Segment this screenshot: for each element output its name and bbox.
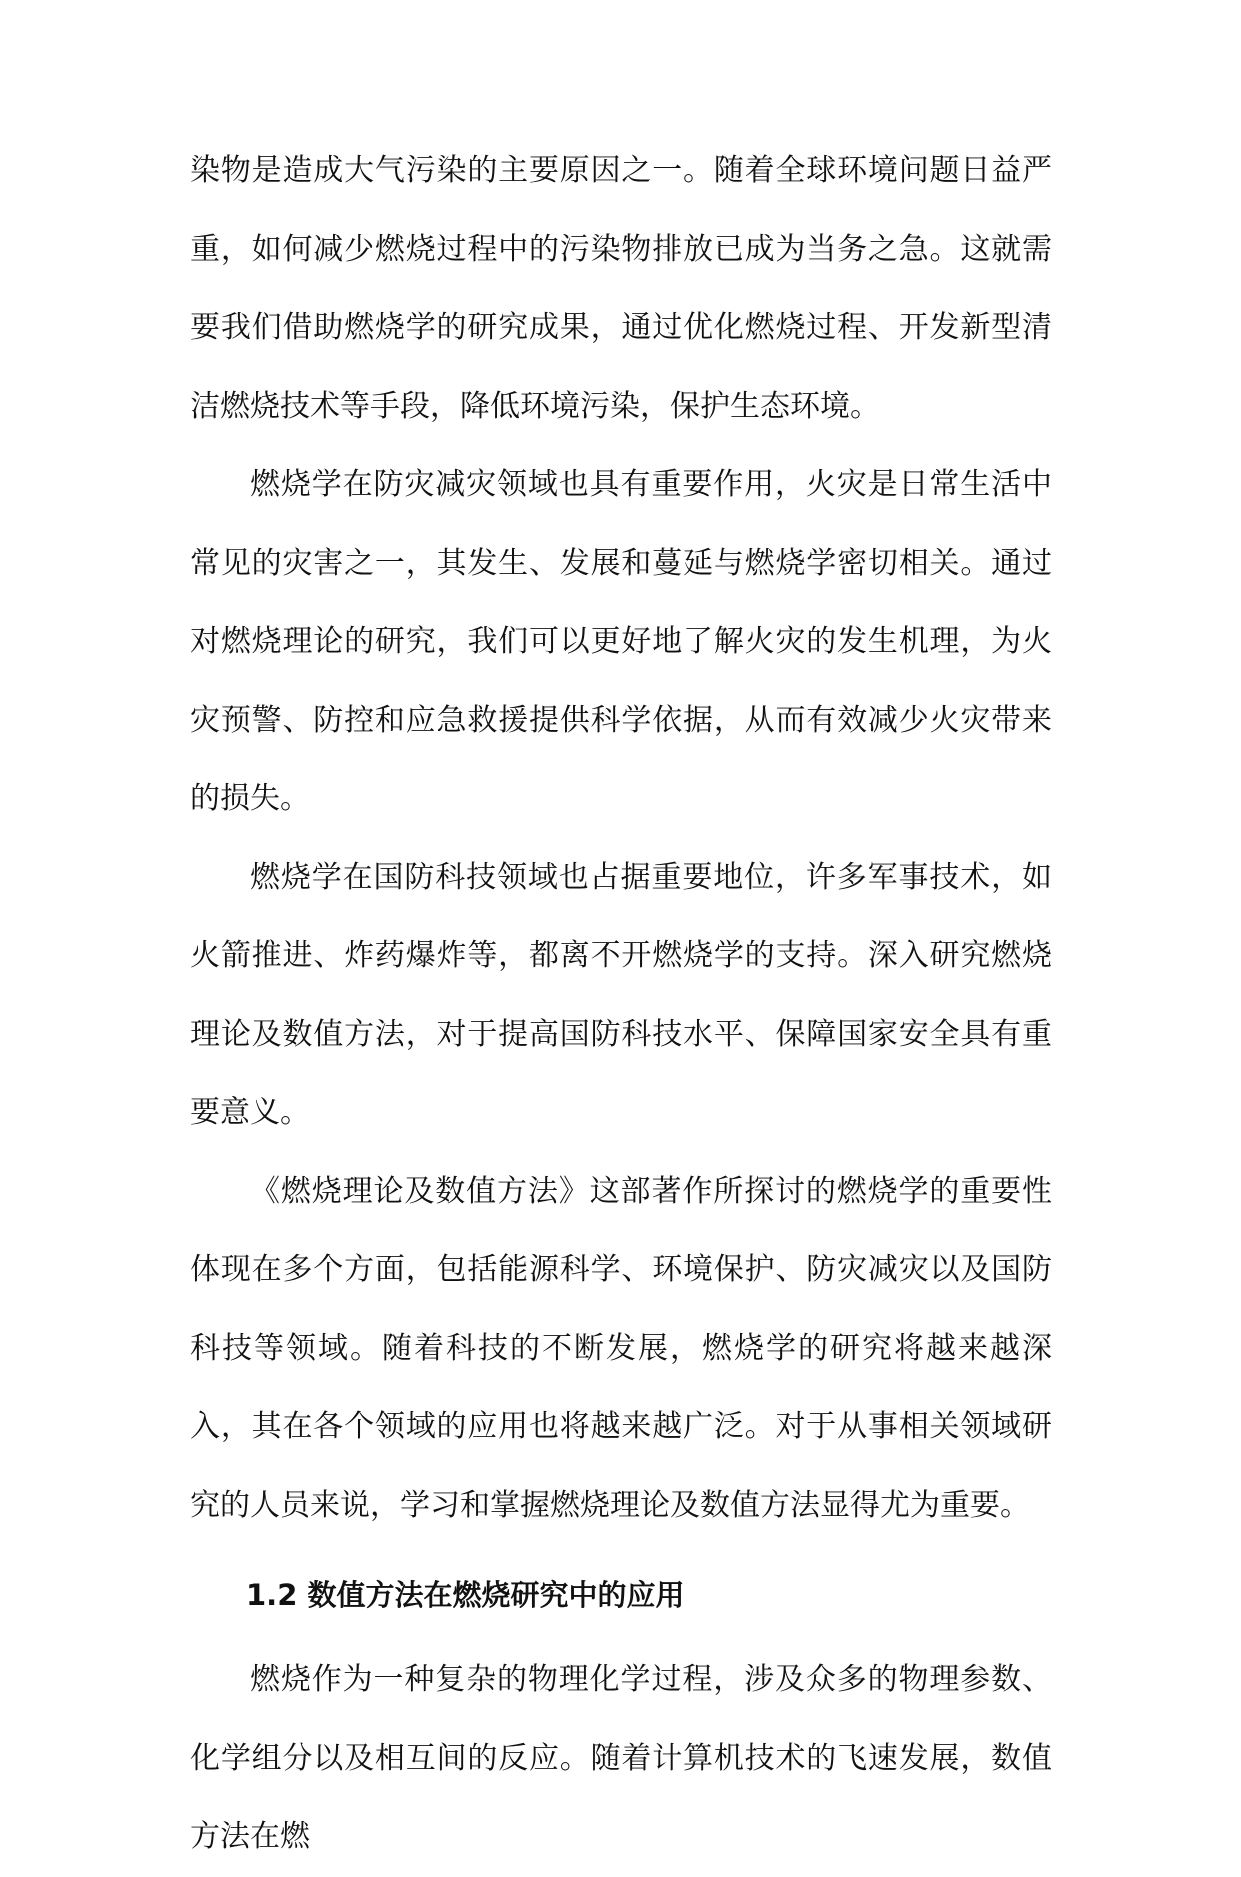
paragraph-environment: 染物是造成大气污染的主要原因之一。随着全球环境问题日益严重，如何减少燃烧过程中的污染物排放已成为当务之急。这就需要我们借助燃烧学的研究成果，通过优化燃烧过程、开发新型清洁燃烧技术等手段，降低环境污染，保护生态环境。 <box>190 153 1052 424</box>
section-heading <box>190 1545 1052 1641</box>
section-number: 1.2 <box>246 1578 298 1612</box>
paragraph-section-intro: 燃烧作为一种复杂的物理化学过程，涉及众多的物理参数、化学组分以及相互间的反应。随着计算机技术的飞速发展，数值方法在燃 <box>190 1662 1052 1854</box>
section-title: 数值方法在燃烧研究中的应用 <box>307 1578 685 1612</box>
paragraph-disaster-prevention: 燃烧学在防灾减灾领域也具有重要作用，火灾是日常生活中常见的灾害之一，其发生、发展和蔓延与燃烧学密切相关。通过对燃烧理论的研究，我们可以更好地了解火灾的发生机理，为火灾预警、防控和应急救援提供科学依据，从而有效减少火灾带来的损失。 <box>190 467 1052 816</box>
document-page <box>190 132 1052 1877</box>
paragraph-national-defense: 燃烧学在国防科技领域也占据重要地位，许多军事技术，如火箭推进、炸药爆炸等，都离不开燃烧学的支持。深入研究燃烧理论及数值方法，对于提高国防科技水平、保障国家安全具有重要意义。 <box>190 859 1052 1130</box>
paragraph-summary: 《燃烧理论及数值方法》这部著作所探讨的燃烧学的重要性体现在多个方面，包括能源科学、环境保护、防灾减灾以及国防科技等领域。随着科技的不断发展，燃烧学的研究将越来越深入，其在各个领域的应用也将越来越广泛。对于从事相关领域研究的人员来说，学习和掌握燃烧理论及数值方法显得尤为重要。 <box>190 1173 1052 1523</box>
